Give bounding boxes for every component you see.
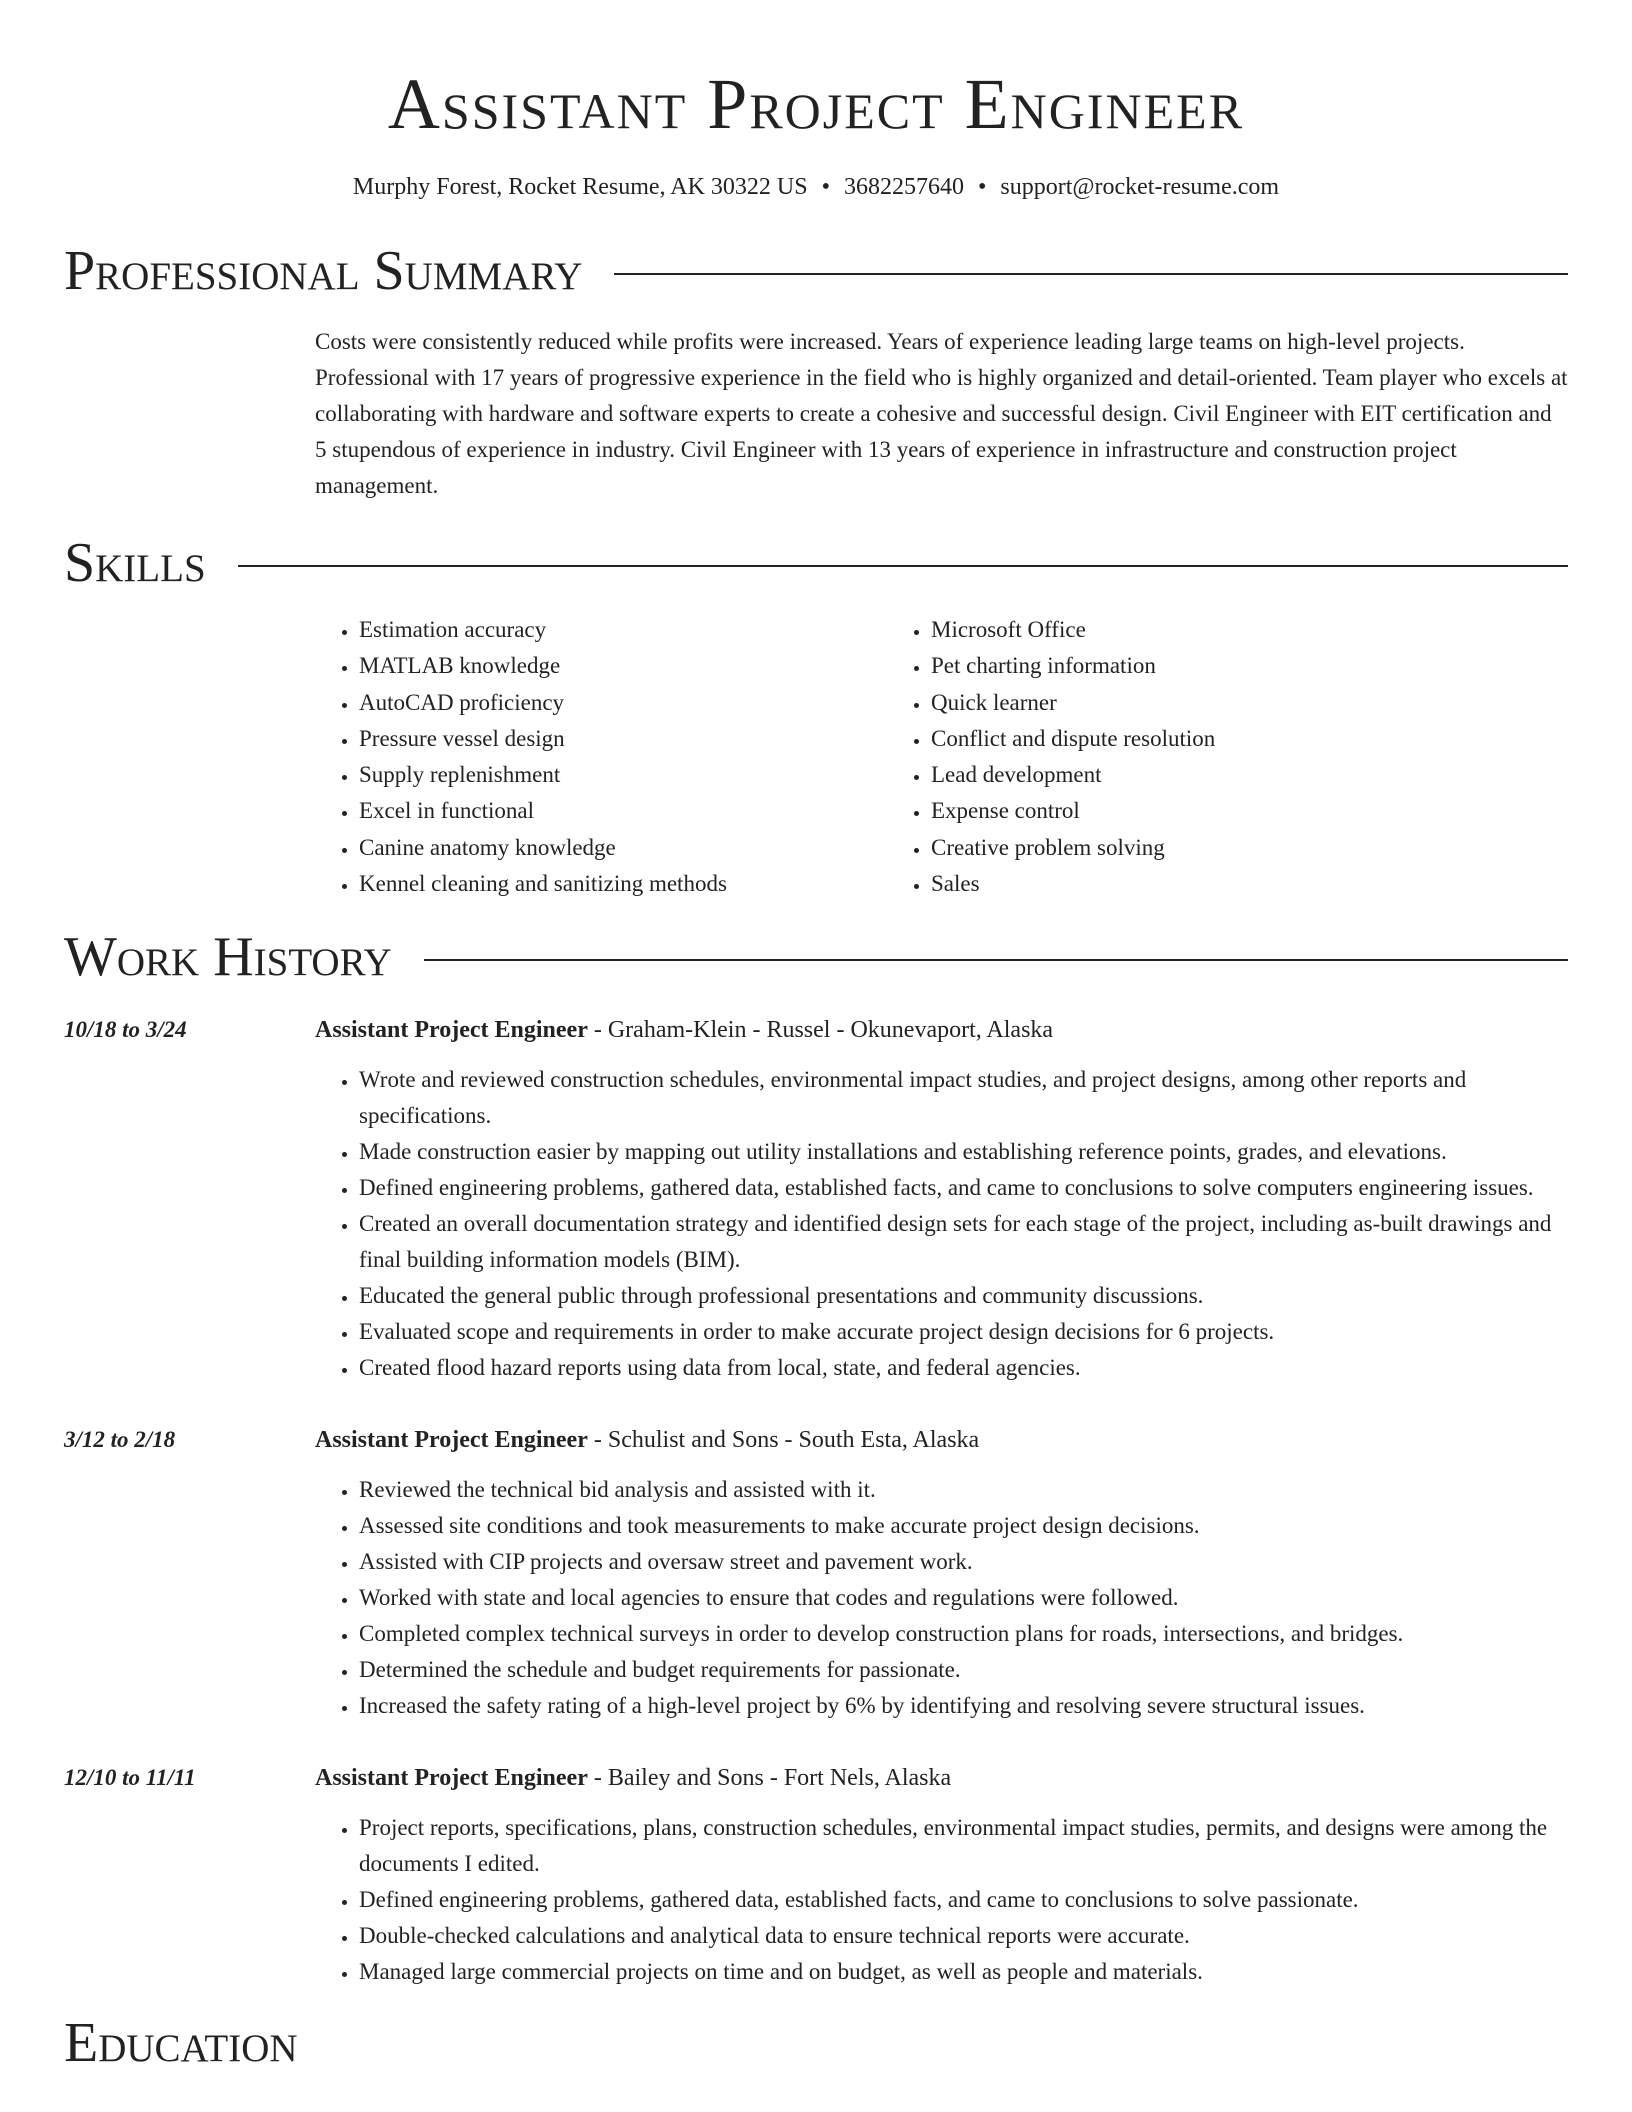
job-bullet: • Assisted with CIP projects and oversaw street and pavement work. xyxy=(359,1544,1568,1580)
job-employer: - Bailey and Sons - Fort Nels, Alaska xyxy=(587,1765,952,1792)
contact-email: support@rocket-resume.com xyxy=(1000,174,1280,200)
job-bullet: • Completed complex technical surveys in order to develop construction plans for roads, intersections, and bridges. xyxy=(359,1616,1568,1652)
job-bullet: • Evaluated scope and requirements in order to make accurate project design decisions for 6 projects. xyxy=(359,1314,1568,1350)
education-heading: Education xyxy=(64,2012,298,2075)
job-entry xyxy=(64,1012,1568,1386)
job-employer: - Graham-Klein - Russel - Okunevaport, Alaska xyxy=(587,1017,1054,1044)
job-bullet: • Made construction easier by mapping out utility installations and establishing reference points, grades, and elevations. xyxy=(359,1134,1568,1170)
candidate-name: Assistant Project Engineer xyxy=(387,64,1245,144)
job-heading xyxy=(315,1422,1568,1458)
skill-item: • Supply replenishment xyxy=(359,757,887,793)
job-bullet: • Determined the schedule and budget requirements for passionate. xyxy=(359,1652,1568,1688)
job-bullet: • Defined engineering problems, gathered data, established facts, and came to conclusions to solve passionate. xyxy=(359,1882,1568,1918)
job-bullets xyxy=(315,1810,1568,1990)
summary-heading: Professional Summary xyxy=(64,240,583,302)
job-body xyxy=(315,1012,1568,1386)
job-entry xyxy=(64,1422,1568,1724)
work-heading: Work History xyxy=(64,926,392,989)
job-dates: 12/10 to 11/11 xyxy=(64,1765,196,1791)
skills-list-right xyxy=(887,612,1459,902)
job-body xyxy=(315,1760,1568,1990)
job-bullet: • Defined engineering problems, gathered data, established facts, and came to conclusions to solve computers engineering issues. xyxy=(359,1170,1568,1206)
job-title: Assistant Project Engineer xyxy=(315,1427,588,1454)
contact-phone: 3682257640 xyxy=(843,174,964,200)
contact-address: Murphy Forest, Rocket Resume, AK 30322 US xyxy=(352,174,808,200)
job-bullet: • Assessed site conditions and took measurements to make accurate project design decisions. xyxy=(359,1508,1568,1544)
job-bullet: • Project reports, specifications, plans, construction schedules, environmental impact studies, permits, and designs were among the documents I edited. xyxy=(359,1810,1568,1882)
job-bullets xyxy=(315,1472,1568,1724)
skills-section-header xyxy=(64,532,1568,594)
summary-text: Costs were consistently reduced while profits were increased. Years of experience leading large teams on high-level projects. Professional with 17 years of progressive experience in the field who is highly organized and detail-oriented. Team player who excels at collaborating with hardware and software experts to create a cohesive and successful design. Civil Engineer with EIT certification and 5 stupendous of experience in industry. Civil Engineer with 13 years of experience in infrastructure and construction project management. xyxy=(315,329,1568,498)
job-body xyxy=(315,1422,1568,1724)
section-divider xyxy=(614,273,1568,275)
skill-item: • Microsoft Office xyxy=(931,612,1459,648)
section-divider xyxy=(424,959,1568,961)
job-heading xyxy=(315,1760,1568,1796)
job-dates: 10/18 to 3/24 xyxy=(64,1017,187,1043)
job-heading xyxy=(315,1012,1568,1048)
job-entry xyxy=(64,1760,1568,1990)
work-section-header xyxy=(64,926,1568,988)
job-dates: 3/12 to 2/18 xyxy=(64,1427,176,1453)
contact-line xyxy=(64,172,1568,202)
job-bullet: • Educated the general public through professional presentations and community discussions. xyxy=(359,1278,1568,1314)
skill-item: • Creative problem solving xyxy=(931,830,1459,866)
job-bullet: • Managed large commercial projects on time and on budget, as well as people and materials. xyxy=(359,1954,1568,1990)
skills-grid xyxy=(315,612,1568,902)
job-bullet: • Increased the safety rating of a high-level project by 6% by identifying and resolving severe structural issues. xyxy=(359,1688,1568,1724)
job-employer: - Schulist and Sons - South Esta, Alaska xyxy=(587,1427,980,1454)
skill-item: • Canine anatomy knowledge xyxy=(359,830,887,866)
job-bullet: • Created an overall documentation strategy and identified design sets for each stage of the project, including as-built drawings and final building information models (BIM). xyxy=(359,1206,1568,1278)
skills-heading: Skills xyxy=(64,532,206,594)
job-title: Assistant Project Engineer xyxy=(315,1017,588,1044)
skills-list-left xyxy=(315,612,887,902)
job-bullets xyxy=(315,1062,1568,1386)
skill-item: • Lead development xyxy=(931,757,1459,793)
contact-separator: • xyxy=(977,174,987,200)
summary-section-header xyxy=(64,240,1568,302)
skill-item: • Kennel cleaning and sanitizing methods xyxy=(359,866,887,902)
job-bullet: • Wrote and reviewed construction schedules, environmental impact studies, and project designs, among other reports and specifications. xyxy=(359,1062,1568,1134)
skill-item: • MATLAB knowledge xyxy=(359,648,887,684)
job-bullet: • Reviewed the technical bid analysis and assisted with it. xyxy=(359,1472,1568,1508)
contact-separator: • xyxy=(821,174,830,200)
skill-item: • Sales xyxy=(931,866,1459,902)
skill-item: • Pet charting information xyxy=(931,648,1459,684)
section-divider xyxy=(238,565,1568,567)
skill-item: • Excel in functional xyxy=(359,793,887,829)
job-bullet: • Double-checked calculations and analytical data to ensure technical reports were accurate. xyxy=(359,1918,1568,1954)
job-bullet: • Worked with state and local agencies to ensure that codes and regulations were followed. xyxy=(359,1580,1568,1616)
skill-item: • Estimation accuracy xyxy=(359,612,887,648)
skill-item: • AutoCAD proficiency xyxy=(359,685,887,721)
skill-item: • Quick learner xyxy=(931,685,1459,721)
job-title: Assistant Project Engineer xyxy=(315,1765,588,1792)
skill-item: • Pressure vessel design xyxy=(359,721,887,757)
job-bullet: • Created flood hazard reports using data from local, state, and federal agencies. xyxy=(359,1350,1568,1386)
skill-item: • Expense control xyxy=(931,793,1459,829)
skill-item: • Conflict and dispute resolution xyxy=(931,721,1459,757)
education-section-header xyxy=(64,2012,1568,2074)
